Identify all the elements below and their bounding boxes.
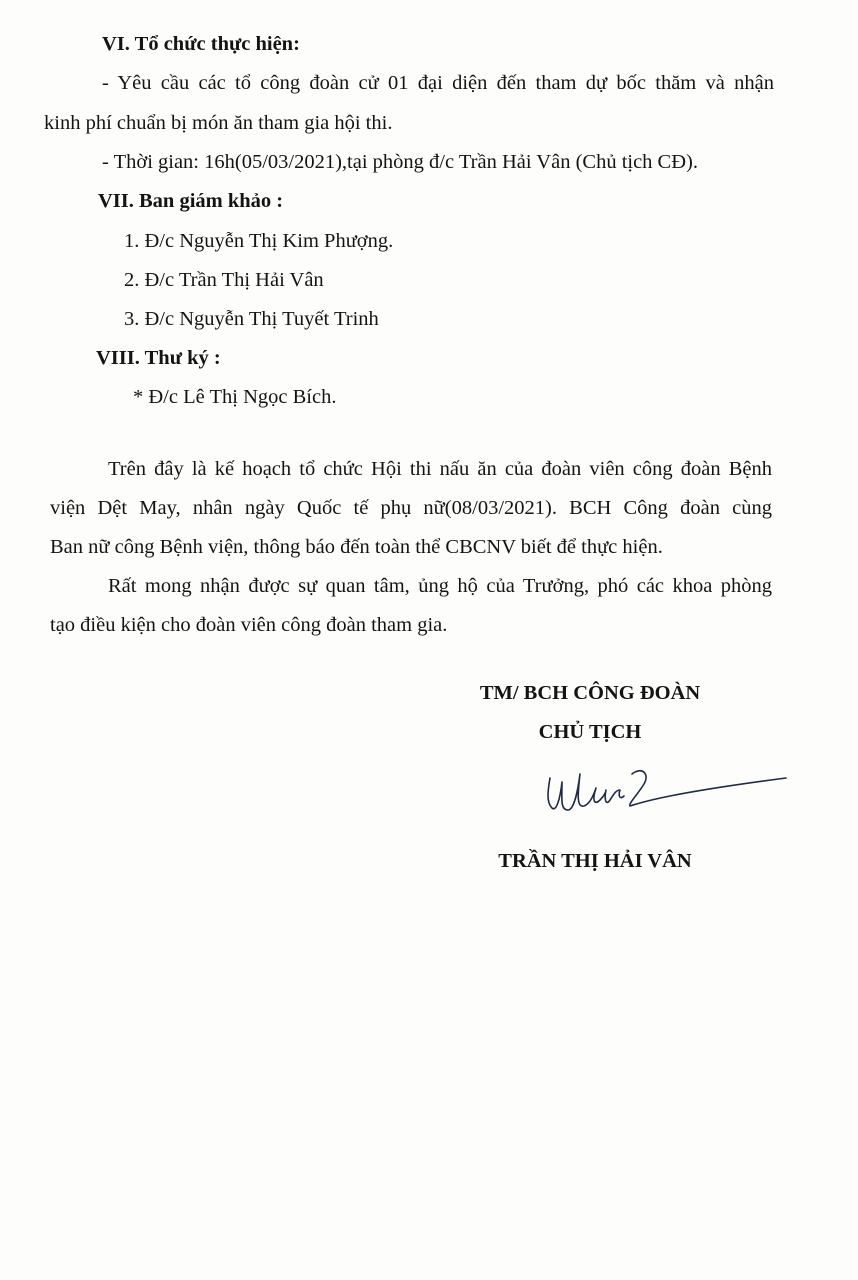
section-7-heading: VII. Ban giám khảo : <box>98 190 284 212</box>
closing-para-1-line-3: Ban nữ công Bệnh viện, thông báo đến toàn thể CBCNV biết để thực hiện. <box>50 536 663 558</box>
signatory-name: TRẦN THỊ HẢI VÂN <box>498 850 692 872</box>
closing-para-1-line-1: Trên đây là kế hoạch tổ chức Hội thi nấu ăn của đoàn viên công đoàn Bệnh <box>108 458 772 480</box>
signature-org: TM/ BCH CÔNG ĐOÀN <box>479 682 701 704</box>
section-6-item-2: - Thời gian: 16h(05/03/2021),tại phòng đ/c Trần Hải Vân (Chủ tịch CĐ). <box>102 151 698 173</box>
section-6-item-1-line-2: kinh phí chuẩn bị món ăn tham gia hội thi. <box>44 112 393 134</box>
judge-3: 3. Đ/c Nguyễn Thị Tuyết Trinh <box>124 308 379 330</box>
judge-2: 2. Đ/c Trần Thị Hải Vân <box>124 269 324 291</box>
secretary: * Đ/c Lê Thị Ngọc Bích. <box>133 386 337 408</box>
closing-para-2-line-1: Rất mong nhận được sự quan tâm, ủng hộ của Trưởng, phó các khoa phòng <box>108 575 772 597</box>
section-6-item-1-line-1: - Yêu cầu các tổ công đoàn cử 01 đại diện đến tham dự bốc thăm và nhận <box>102 72 774 94</box>
handwritten-signature <box>540 760 790 820</box>
closing-para-2-line-2: tạo điều kiện cho đoàn viên công đoàn tham gia. <box>50 614 448 636</box>
closing-para-1-line-2: viện Dệt May, nhân ngày Quốc tế phụ nữ(08/03/2021). BCH Công đoàn cùng <box>50 497 772 519</box>
signature-title: CHỦ TỊCH <box>538 721 642 743</box>
section-6-heading: VI. Tổ chức thực hiện: <box>102 33 300 55</box>
judge-1: 1. Đ/c Nguyễn Thị Kim Phượng. <box>124 230 394 252</box>
section-8-heading: VIII. Thư ký : <box>96 347 221 369</box>
